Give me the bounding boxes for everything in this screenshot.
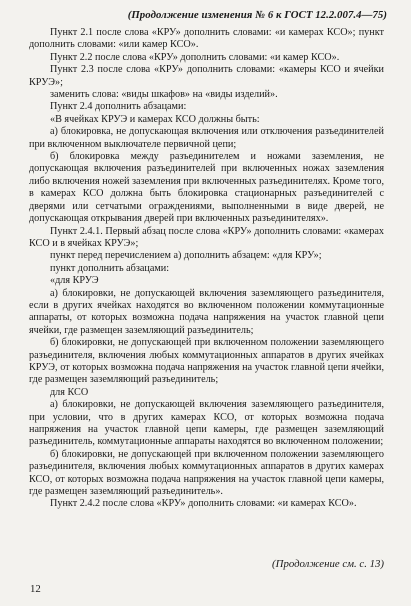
paragraph-2-4-2: Пункт 2.4.2 после слова «КРУ» дополнить словами: «и камерах КСО». (50, 498, 357, 510)
subheading-kruye: «для КРУЭ (50, 275, 99, 287)
paragraph-2-1: Пункт 2.1 после слова «КРУ» дополнить словами: «и камерах КСО»; пункт дополнить словами: «или камер КСО». (29, 27, 384, 51)
paragraph-kso-a: а) блокировки, не допускающей включения заземляющего разъединителя, при условии, что в других камерах КСО, от которых возможна подача напряжения на участок главной цепи камеры, где размещен заземляющий разъединитель, коммутационные аппараты находятся во включенном положении; (29, 399, 384, 448)
paragraph-item-a: а) блокировка, не допускающая включения или отключения разъединителей при включенном выключателе первичной цепи; (29, 126, 384, 150)
paragraph-replace-words: заменить слова: «виды шкафов» на «виды изделий». (50, 89, 278, 101)
paragraph-kruye-b: б) блокировки, не допускающей при включенном положении заземляющего разъединителя, включения любых коммутационных аппаратов в других ячейках КРУЭ, от которых возможна подача напряжения на участок главной цепи ячейки, где размещен заземляющий разъединитель; (29, 337, 384, 386)
page-number: 12 (30, 582, 41, 595)
paragraph-2-3: Пункт 2.3 после слова «КРУ» дополнить словами: «камеры КСО и ячейки КРУЭ»; (29, 64, 384, 88)
page-header: (Продолжение изменения № 6 к ГОСТ 12.2.007.4—75) (127, 9, 387, 21)
paragraph-2-4-1: Пункт 2.4.1. Первый абзац после слова «КРУ» дополнить словами: «камерах КСО и в ячейках КРУЭ»; (29, 225, 384, 249)
subheading-kso: для КСО (50, 386, 89, 398)
paragraph-2-2: Пункт 2.2 после слова «КРУ» дополнить словами: «и камер КСО». (50, 51, 340, 63)
paragraph-kso-b: б) блокировки, не допускающей при включенном положении заземляющего разъединителя, включения любых коммутационных аппаратов в других камерах КСО, от которых возможна подача напряжения на участок главной цепи камеры, где размещен заземляющий разъединитель». (29, 448, 384, 498)
document-body (29, 27, 384, 511)
paragraph-kruye-kso-intro: «В ячейках КРУЭ и камерах КСО должны быть: (50, 113, 260, 125)
paragraph-kruye-a: а) блокировки, не допускающей включения заземляющего разъединителя, если в других ячейках находятся во включенном положении коммутационные аппараты, от которых возможна подача напряжения на участок главной цепи ячейки, где размещен заземляющий разъединитель; (29, 287, 384, 336)
paragraph-add-abzats: пункт дополнить абзацами: (50, 262, 170, 274)
paragraph-item-b: б) блокировка между разъединителем и ножами заземления, не допускающая включения разъединителей при включенных ножах заземления либо включения ножей заземления при включенных разъединителях. Кроме того, в камерах КСО должна быть блокировка стационарных разъединителей с дверями или сетчатыми ограждениями, выполненными в виде дверей, не допускающая открывания дверей при включенных разъединителях». (29, 151, 384, 225)
continuation-note: (Продолжение см. с. 13) (272, 557, 384, 570)
paragraph-2-4: Пункт 2.4 дополнить абзацами: (50, 101, 187, 113)
paragraph-kru-add: пункт перед перечислением а) дополнить абзацем: «для КРУ»; (50, 250, 322, 262)
